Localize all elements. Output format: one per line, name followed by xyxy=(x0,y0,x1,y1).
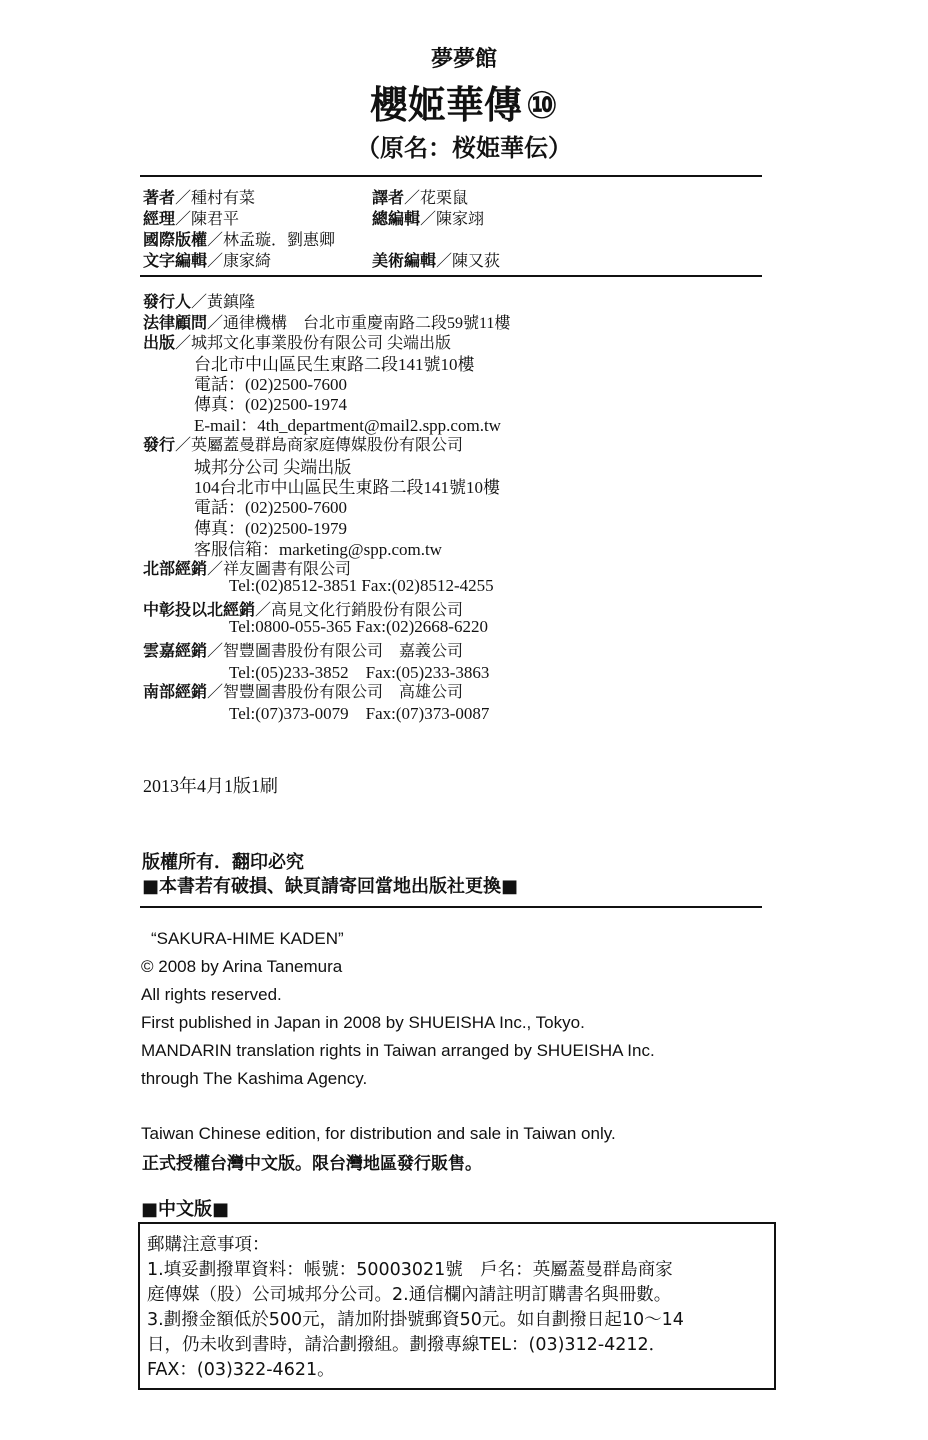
central-distributor: 中彰投以北經銷／高見文化行銷股份有限公司 xyxy=(143,600,464,619)
english-first-published: First published in Japan in 2008 by SHUEISHA Inc., Tokyo. xyxy=(141,1013,585,1032)
divider-top xyxy=(140,175,762,177)
staff-chief-editor: 總編輯／陳家翊 xyxy=(372,209,485,228)
publisher-fax: 傳真：(02)2500-1974 xyxy=(194,395,347,414)
english-reserved: All rights reserved. xyxy=(141,985,282,1004)
staff-rights: 國際版權／林孟璇．劉惠卿 xyxy=(143,230,336,249)
yunjia-distributor: 雲嘉經銷／智豐圖書股份有限公司 嘉義公司 xyxy=(143,641,464,660)
publisher-email: E-mail：4th_department@mail2.spp.com.tw xyxy=(194,416,501,435)
book-title xyxy=(0,74,928,129)
divider-staff xyxy=(140,275,762,277)
publisher-line: 夢夢館 xyxy=(430,47,497,72)
distributor-branch: 城邦分公司 尖端出版 xyxy=(194,458,352,477)
edition-date: 2013年4月1版1刷 xyxy=(143,776,278,796)
distributor: 發行／英屬蓋曼群島商家庭傳媒股份有限公司 xyxy=(143,435,464,454)
original-title: （原名：桜姫華伝） xyxy=(356,134,572,162)
mail-order-heading: 郵購注意事項： xyxy=(147,1235,270,1255)
mail-order-notice xyxy=(138,1222,776,1390)
mail-order-line: 日，仍未收到書時，請洽劃撥組。劃撥專線TEL：(03)312-4212． xyxy=(147,1335,667,1355)
authorized-edition: 正式授權台灣中文版。限台灣地區發行販售。 xyxy=(142,1154,482,1174)
staff-author: 著者／種村有菜 xyxy=(143,188,256,207)
north-distributor: 北部經銷／祥友圖書有限公司 xyxy=(143,559,352,578)
issuer: 發行人／黃鎮隆 xyxy=(143,292,256,311)
distributor-tel: 電話：(02)2500-7600 xyxy=(194,498,347,517)
yunjia-contact: Tel:(05)233-3852 Fax:(05)233-3863 xyxy=(229,663,490,682)
staff-text-editor: 文字編輯／康家綺 xyxy=(143,251,272,270)
copyright-line1: 版權所有．翻印必究 xyxy=(142,852,304,873)
mail-order-line: FAX：(03)322-4621。 xyxy=(147,1360,335,1380)
english-copyright: © 2008 by Arina Tanemura xyxy=(141,957,343,976)
distributor-service: 客服信箱：marketing@spp.com.tw xyxy=(194,540,442,559)
legal-advisor: 法律顧問／通律機構 台北市重慶南路二段59號11樓 xyxy=(143,313,511,332)
distributor-address: 104台北市中山區民生東路二段141號10樓 xyxy=(194,478,500,497)
distributor-fax: 傳真：(02)2500-1979 xyxy=(194,519,347,538)
book-title-text: 櫻姬華傳 xyxy=(369,83,522,127)
english-edition-note: Taiwan Chinese edition, for distribution and sale in Taiwan only. xyxy=(141,1124,616,1143)
staff-manager: 經理／陳君平 xyxy=(143,209,240,228)
copyright-line2: ■本書若有破損、缺頁請寄回當地出版社更換■ xyxy=(142,876,519,897)
english-title: “SAKURA-HIME KADEN” xyxy=(151,929,344,948)
staff-translator: 譯者／花栗鼠 xyxy=(372,188,469,207)
english-translation-rights: MANDARIN translation rights in Taiwan arranged by SHUEISHA Inc. xyxy=(141,1041,655,1060)
english-agency: through The Kashima Agency. xyxy=(141,1069,368,1088)
south-contact: Tel:(07)373-0079 Fax:(07)373-0087 xyxy=(229,704,490,723)
south-distributor: 南部經銷／智豐圖書股份有限公司 高雄公司 xyxy=(143,682,464,701)
divider-english xyxy=(140,906,762,908)
volume-number: ⑩ xyxy=(525,83,559,127)
publisher-address: 台北市中山區民生東路二段141號10樓 xyxy=(194,355,475,374)
central-contact: Tel:0800-055-365 Fax:(02)2668-6220 xyxy=(229,617,488,636)
mail-order-line: 1.填妥劃撥單資料：帳號：50003021號 戶名：英屬蓋曼群島商家 xyxy=(147,1260,673,1280)
mail-order-line: 庭傳媒（股）公司城邦分公司。2.通信欄內請註明訂購書名與冊數。 xyxy=(147,1285,672,1305)
publisher: 出版／城邦文化事業股份有限公司 尖端出版 xyxy=(143,333,452,352)
north-contact: Tel:(02)8512-3851 Fax:(02)8512-4255 xyxy=(229,576,494,595)
mail-order-line: 3.劃撥金額低於500元，請加附掛號郵資50元。如自劃撥日起10～14 xyxy=(147,1310,684,1330)
staff-art-editor: 美術編輯／陳又荻 xyxy=(372,251,501,270)
chinese-edition-label: ■中文版■ xyxy=(141,1199,230,1220)
publisher-tel: 電話：(02)2500-7600 xyxy=(194,375,347,394)
